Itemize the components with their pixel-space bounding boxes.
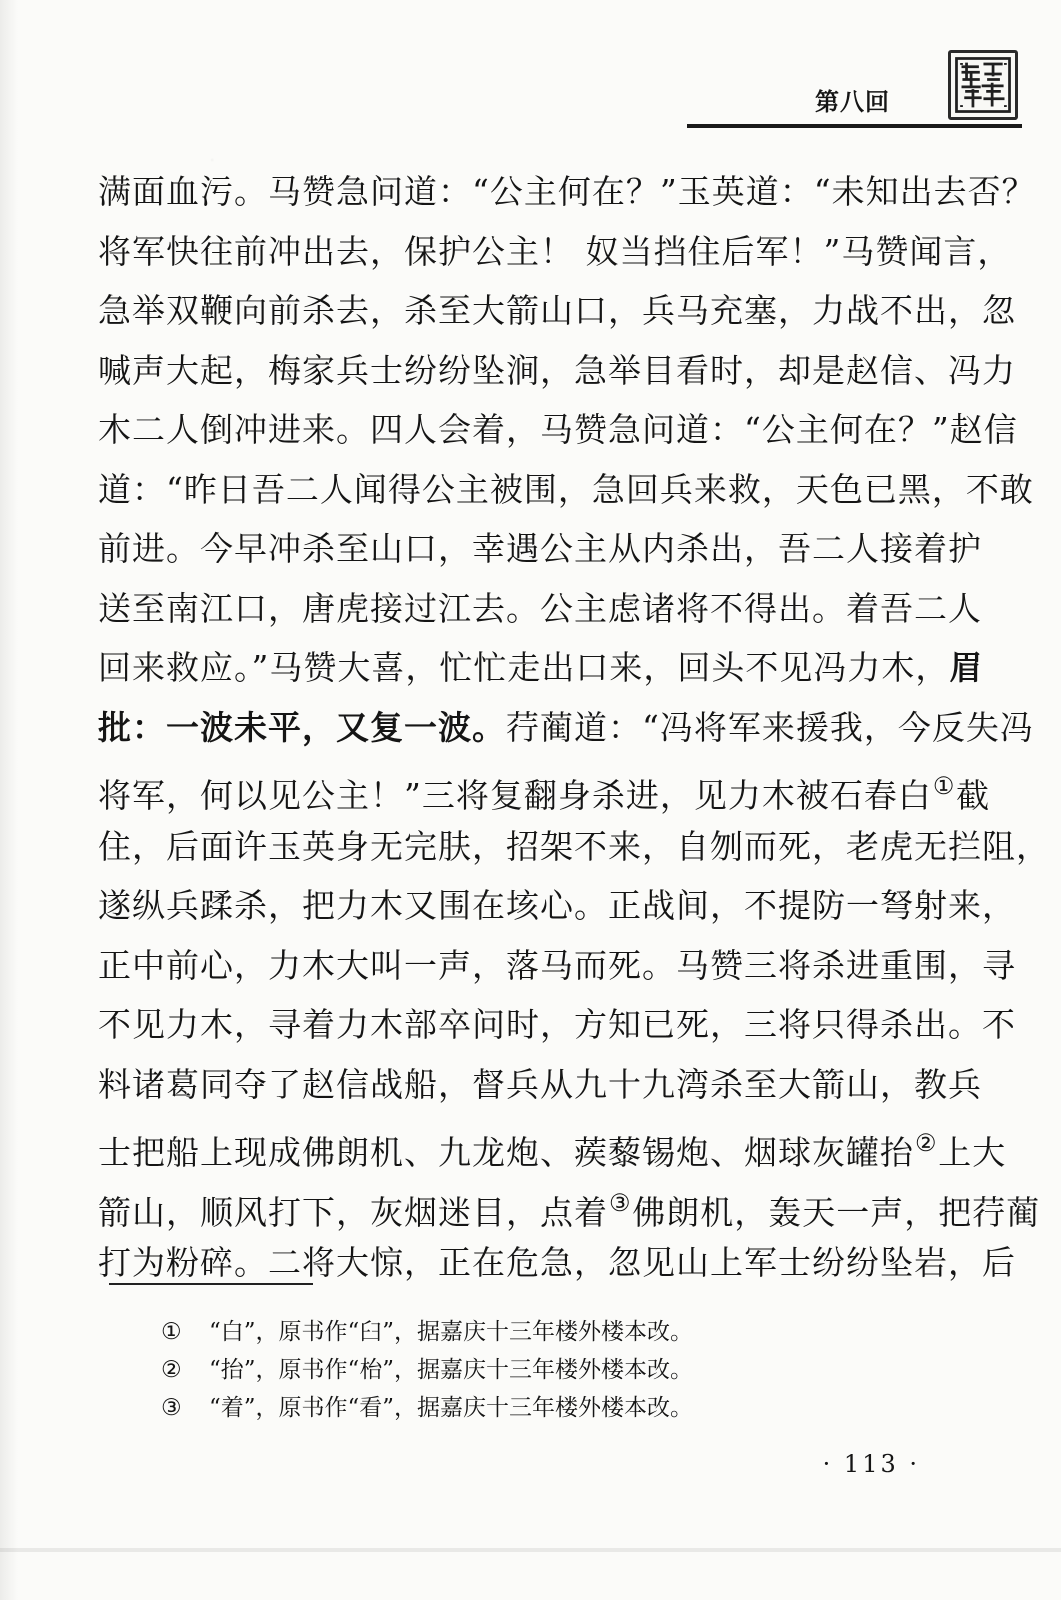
footnote-marker: ② [915, 1129, 938, 1157]
text-line [98, 341, 1016, 401]
footnote-number: ③ [161, 1395, 182, 1421]
text-line [98, 995, 1016, 1055]
text-line [98, 638, 984, 698]
text-line [98, 698, 1034, 758]
line-text: 送至南江口，唐虎接过江去。公主虑诸将不得出。着吾二人 [98, 588, 982, 628]
commentary-text: 批：一波未平，又复一波。 [98, 707, 506, 747]
text-line [98, 1174, 1041, 1234]
footnote-number: ① [161, 1319, 182, 1345]
bottom-scan-crease [0, 1548, 1061, 1552]
page-left-shadow [0, 0, 18, 1600]
line-text: 木二人倒冲进来。四人会着，马赞急问道：“公主何在？”赵信 [98, 410, 1018, 449]
chapter-title: 第八回 [815, 87, 890, 116]
footnote-rule [109, 1283, 313, 1285]
footnotes [161, 1313, 821, 1427]
text-line [98, 162, 1036, 222]
footnote [161, 1313, 821, 1351]
text-line [98, 460, 1034, 520]
line-text: 遂纵兵蹂杀，把力木又围在垓心。正战间，不提防一弩射来， [98, 886, 1016, 925]
footnote-number: ② [161, 1357, 182, 1383]
line-text-after-marker: 截 [956, 776, 991, 816]
line-text: 将军快往前冲出去，保护公主！ 奴当挡住后军！”马赞闻言， [98, 231, 1012, 271]
line-text: 打为粉碎。二将大惊，正在危急，忽见山上军士纷纷坠岩，后 [98, 1243, 1016, 1282]
text-line [98, 936, 1016, 996]
line-text: 急举双鞭向前杀去，杀至大箭山口，兵马充塞，力战不出，忽 [98, 291, 1016, 330]
line-text: 前进。今早冲杀至山口，幸遇公主从内杀出，吾二人接着护 [98, 529, 982, 568]
footnote-text: “抬”，原书作“枱”，据嘉庆十三年楼外楼本改。 [209, 1357, 694, 1383]
commentary-text: 眉 [949, 648, 984, 687]
footnote [161, 1389, 821, 1427]
text-line [98, 579, 982, 639]
line-text: 不见力木，寻着力木部卒问时，方知已死，三将只得杀出。不 [98, 1005, 1016, 1044]
text-line [98, 1055, 982, 1115]
square-seal-icon [951, 53, 1015, 117]
line-text: 回来救应。”马赞大喜，忙忙走出口来，回头不见冯力木， [98, 648, 950, 687]
line-text: 料诸葛同夺了赵信战船，督兵从九十九湾杀至大箭山，教兵 [98, 1064, 982, 1104]
line-text: 正中前心，力木大叫一声，落马而死。马赞三将杀进重围，寻 [98, 945, 1016, 985]
page-number: · 113 · [822, 1450, 920, 1478]
line-text: 荇蔺道：“冯将军来援我，今反失冯 [506, 707, 1034, 747]
text-line [98, 519, 982, 579]
main-text [98, 162, 1050, 1293]
footnote-marker: ③ [609, 1188, 632, 1217]
line-text: 将军，何以见公主！”三将复翻身杀进，见力木被石春白 [98, 776, 932, 816]
text-line [98, 222, 1012, 282]
line-text-after-marker: 上大 [938, 1133, 1007, 1173]
footnote-text: “着”，原书作“看”，据嘉庆十三年楼外楼本改。 [209, 1395, 694, 1421]
footnote [161, 1351, 821, 1389]
line-text: 箭山，顺风打下，灰烟迷目，点着 [98, 1192, 608, 1232]
text-line [98, 876, 1016, 936]
seal-stamp [948, 50, 1018, 120]
text-line [98, 281, 1016, 341]
text-line [98, 1114, 1007, 1174]
line-text: 士把船上现成佛朗机、九龙炮、蒺藜锡炮、烟球灰罐抬 [98, 1133, 914, 1173]
text-line [98, 400, 1018, 460]
line-text: 道：“昨日吾二人闻得公主被围，急回兵来救，天色已黑，不敢 [98, 469, 1034, 509]
text-line [98, 817, 1050, 877]
text-line [98, 757, 991, 817]
line-text-after-marker: 佛朗机，轰天一声，把荇蔺 [632, 1192, 1041, 1232]
line-text: 喊声大起，梅家兵士纷纷坠涧，急举目看时，却是赵信、冯力 [98, 350, 1016, 390]
header-rule [687, 124, 1022, 128]
footnote-text: “白”，原书作“臼”，据嘉庆十三年楼外楼本改。 [209, 1319, 694, 1345]
footnote-marker: ① [932, 772, 956, 800]
line-text: 满面血污。马赞急问道：“公主何在？”玉英道：“未知出去否？ [98, 172, 1036, 211]
line-text: 住，后面许玉英身无完肤，招架不来，自刎而死，老虎无拦阻， [98, 826, 1050, 866]
